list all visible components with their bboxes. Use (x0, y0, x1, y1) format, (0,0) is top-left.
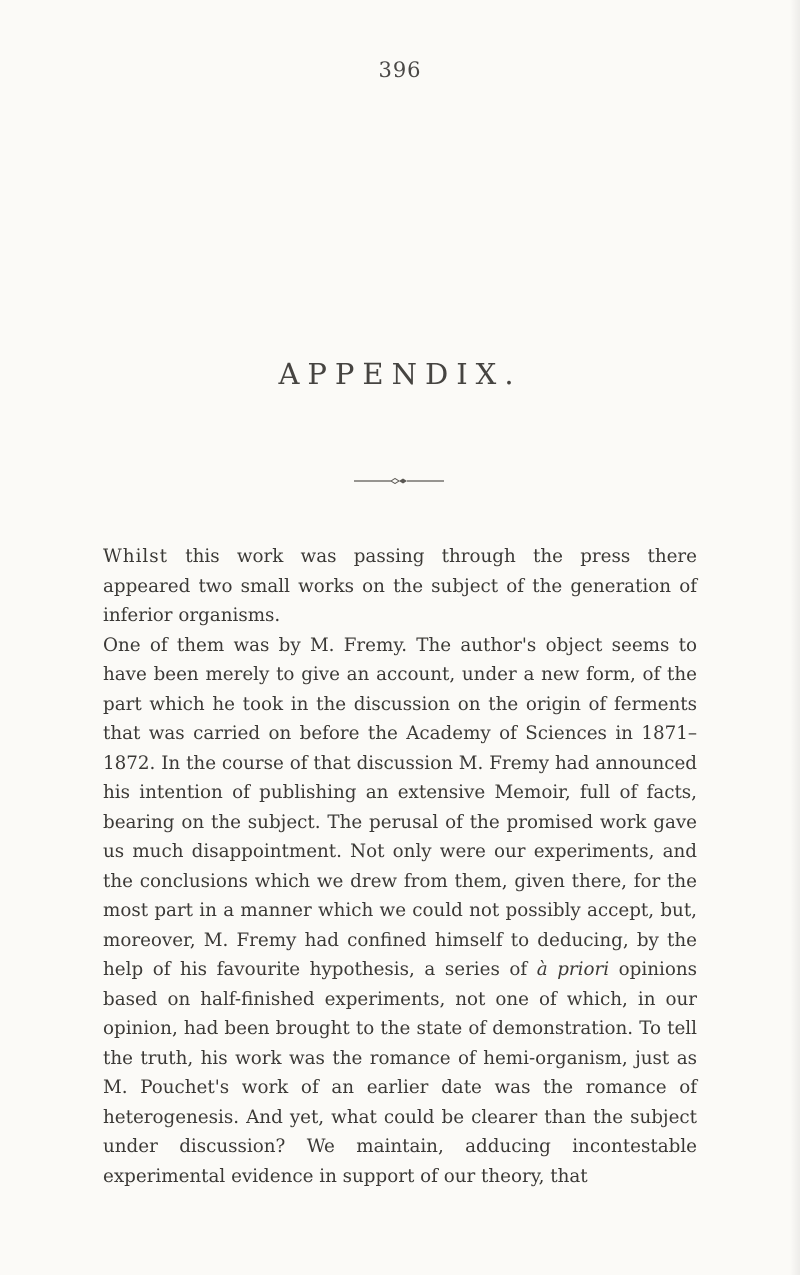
paragraph-2-text-end: opinions based on half-finished experiments, not one of which, in our opinion, had been brought to the state of demonstration. To tell the truth, his work was the romance of hemi-organism, just as M. Pouchet's work of an earlier date was the romance of heterogenesis. And yet, what could be clearer than the subject under discussion? We maintain, adducing incontestable experimental evidence in support of our theory, that (103, 959, 697, 1187)
body-text (103, 542, 697, 1191)
paragraph-2-italic-phrase: à priori (536, 959, 610, 980)
paragraph-1-opening-word: Whilst (103, 546, 168, 567)
section-divider-ornament (354, 476, 444, 486)
paragraph-2 (103, 631, 697, 1192)
page-number: 396 (378, 58, 422, 82)
paragraph-2-text-start: One of them was by M. Fremy. The author's object seems to have been merely to give an account, under a new form, of the part which he took in the discussion on the origin of ferments that was carried on before the Academy of Sciences in 1871–1872. In the course of that discussion M. Fremy had announced his intention of publishing an extensive Memoir, full of facts, bearing on the subject. The perusal of the promised work gave us much disappointment. Not only were our experiments, and the conclusions which we drew from them, given there, for the most part in a manner which we could not possibly accept, but, moreover, M. Fremy had confined himself to deducing, by the help of his favourite hypothesis, a series of (103, 634, 697, 980)
page-edge-shadow (790, 0, 800, 1275)
page-title: APPENDIX. (278, 357, 522, 391)
paragraph-1-text: this work was passing through the press there appeared two small works on the subject of the generation of inferior organisms. (103, 546, 697, 626)
paragraph-1 (103, 542, 697, 631)
